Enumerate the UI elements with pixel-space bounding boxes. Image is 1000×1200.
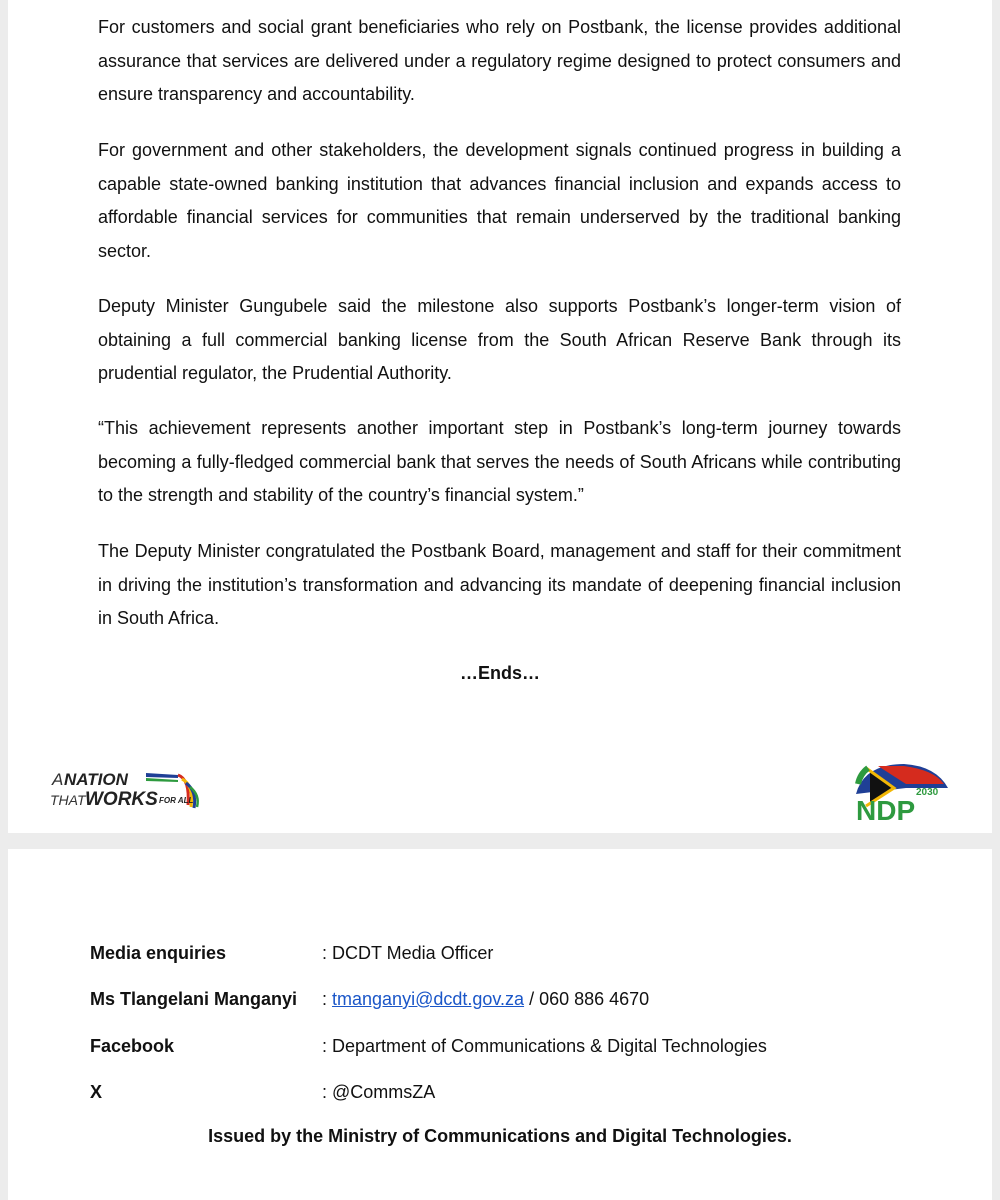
logo-text-a: A [52, 770, 64, 789]
email-link[interactable]: tmanganyi@dcdt.gov.za [332, 989, 525, 1009]
contact-label: Media enquiries [90, 943, 227, 963]
logo-text-nation: NATION [64, 770, 128, 789]
logo-text-for-all: FOR ALL [159, 796, 194, 805]
paragraph-government: For government and other stakeholders, the development signals continued progress in building a capable state-owned banking institution that advances financial inclusion and expands access to affordable financial services for communities that remain underserved by the traditional banking sector. [98, 140, 901, 261]
paragraph-quote: “This achievement represents another important step in Postbank’s long-term journey towards becoming a fully-fledged commercial bank that serves the needs of South Africans while contributing to the strength and stability of the country’s financial system.” [98, 418, 901, 505]
ends-marker: …Ends… [459, 663, 540, 683]
document-page-2 [8, 849, 992, 1200]
paragraph-deputy-minister: Deputy Minister Gungubele said the milestone also supports Postbank’s longer-term vision of obtaining a full commercial banking license from the South African Reserve Bank through its prudential regulator, the Prudential Authority. [98, 296, 901, 383]
ndp-wordmark: NDP [856, 795, 916, 822]
logo-text-works: WORKS [85, 789, 158, 810]
contact-value: : DCDT Media Officer [322, 943, 494, 963]
contact-label: Facebook [90, 1036, 175, 1056]
paragraph-congratulations: The Deputy Minister congratulated the Postbank Board, management and staff for their commitment in driving the institution’s transformation and advancing its mandate of deepening financial inclusion in South Africa. [98, 541, 901, 628]
contact-label: X [90, 1082, 103, 1102]
contact-phone: / 060 886 4670 [524, 989, 650, 1009]
issued-by: Issued by the Ministry of Communications and Digital Technologies. [208, 1126, 792, 1146]
contact-value [322, 987, 649, 1011]
contact-label: Ms Tlangelani Manganyi [90, 989, 298, 1009]
contact-value: : Department of Communications & Digital Technologies [322, 1036, 767, 1056]
ndp-2030-logo [846, 758, 954, 822]
paragraph-customers: For customers and social grant beneficiaries who rely on Postbank, the license provides additional assurance that services are delivered under a regulatory regime designed to protect consumers and ensure transparency and accountability. [98, 17, 901, 104]
document-page-1 [8, 0, 992, 833]
ndp-year: 2030 [916, 787, 939, 798]
logo-text-that: THAT [50, 792, 86, 808]
contact-value: : @CommsZA [322, 1082, 436, 1102]
nation-works-logo [38, 765, 208, 811]
contact-prefix: : [322, 989, 333, 1009]
